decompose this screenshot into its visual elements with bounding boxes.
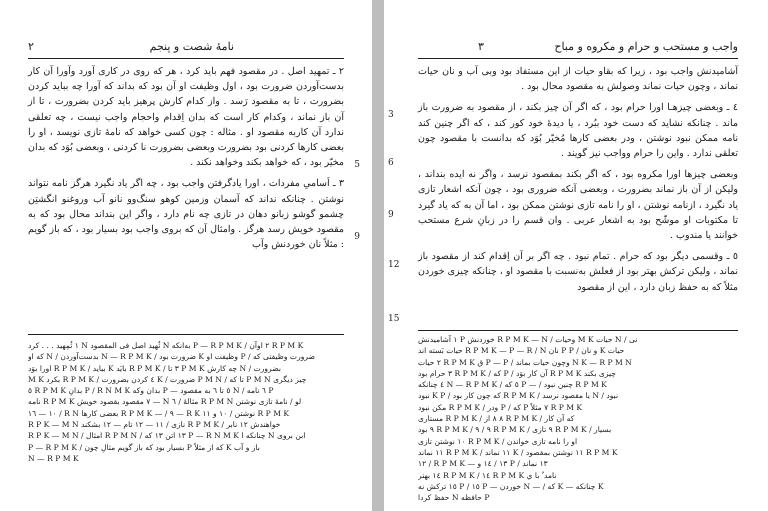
running-title: نامهٔ شصت و پنجم (149, 40, 234, 53)
line-number: 6 (388, 158, 394, 168)
right-footnotes (418, 334, 738, 503)
footnote-line: نامه R P M K ٧ مقصود بقصود خویش — N مثالهٔ / ٦ R P M N لو / نامهٔ تازی نوشتن (28, 397, 302, 407)
right-running-header (418, 40, 738, 58)
left-main-text (28, 64, 344, 258)
book-gutter (372, 0, 384, 511)
footnote-line: نبود K P / که چون کار بود R P M K / یا مقصود نرسد N / نبود (418, 391, 619, 401)
right-main-text (418, 64, 738, 301)
page-number: ۲ (28, 40, 34, 53)
footnote-line: ١٠ نوشتن تازی R P M K / او را نامه تازی خواندن (418, 436, 578, 446)
footnote-line: ١٤ بهتر R P M K / ١٤ R P M K نامد ٌ با ي (418, 470, 557, 480)
page-number: ۳ (478, 40, 484, 53)
header-rule (418, 58, 738, 59)
header-rule (28, 58, 344, 59)
line-number: 12 (388, 260, 400, 270)
running-title: واجب و مستحب و حرام و مکروه و مباح (554, 40, 738, 53)
paragraph: آشامیدنش واجب بود ، زیرا که بقاو حیات از این مستفاد بود وبی آب و نان حیات نماند ، وچون حیات نماند وصولش به مقصود محال بود . (418, 66, 738, 93)
line-number: 15 (388, 314, 400, 324)
footnote-line: که او N / بدست‌آوردن N — R P M K / ضرورت بود K وظیفت او P / ضرورت وظیفتی که (28, 352, 316, 362)
footnote-line: ١١ نماند R P M K / ١١ نماند K / ١١ نوشتن بمقصود R P M K (418, 447, 618, 457)
footnote-line: R P K — M N / امثال R P M N / ١٣ اتن ١٣ که P — R N M K چنانکه ا N ابن بروی (28, 431, 306, 441)
line-number: 9 (388, 210, 394, 220)
footnote-line: ٤ چنانکه N — R P M K / ٥ که P — / چنین نبود R P M K (418, 380, 607, 390)
right-page (384, 0, 768, 511)
paragraph: وبعضی چیزها اورا مکروه بود ، که اگر بکند بمقصود نرسد ، واگر نه ایده بنداند ، ولیکن از آن باز نماند بضرورت ، وبعضی آنکه ضروری بود ، چون آنکه اشعار تازی یاد نگیرد ، ازنامه نوشتن ، او را نامه تازی نوشتن ممکن بود ، اما آن به که یاد گیرد تا مکتوبات او موشّح بود به اشعار عربی . وان قسم را در زبانِ شرع مستحب خوانند یا مندوب . (418, 169, 738, 242)
paragraph: ٤ ـ وبعضی چیزهـا اورا حرام بود ، که اگر آن چیز بکند ، از مقصود به ضرورت باز ماند . چنانکه نشاید که دست خود ببُرد ، یا دیدهٔ خود کور کند ، که اگر چنین کند نامه ممکن نبود نوشتن ، ودر بعضی کارها مُخیّر بُوَد که بدانست با مقصود چون تعلقی ندارد . واین را حرام وواجب نیز گویند . (418, 102, 738, 160)
paragraph: ۳ ـ اَسامیِ مفردات ، اورا یادگرفتن واجب بود ، چه اگر یاد نگیرد هرگز نامه نتواند نوشتن . چنانکه نداند که آسمان وزمین کوهو سنگ‌وو نانو آب وروغنو انگشتِن چشمو گوشو زبانو دهان در تازی چه نام دارد ، واگر این بنداند محال بود که به مقصود خویش رسد هرگز . وامثال آن که بروی واجب بود بسیار بود ، که باز گویم : مثلاً نان خوردنش وآب (28, 178, 344, 251)
footnote-line: مستاری R P M K / ٨ ٨ از R P M K / که آن کار (418, 414, 575, 424)
footnote-line: مکن نبود R P M K / ودر P / که P ٧ مثلاً R P M K (418, 402, 583, 412)
footnote-line: ٢ حیات R P M K ق P — P / وچون حیات بماند N K — R P M N (418, 357, 632, 367)
footnote-line: اورا بوَد R P M K / بباید K بایَد R P M K / ٣ تا P M K چه کارش N / بضرورت (28, 363, 281, 373)
footnote-line: ٩ بود R P M K / ٩ / ٩ R P M K / ٩ تازی R P M K / بسیار (418, 425, 612, 435)
left-running-header (28, 40, 344, 58)
footnote-line: P — R P M K / بسیار بود که باز گویم مثالِ چون P که از مثلاً K باز و آب (28, 442, 260, 452)
footnote-line: حفظ کردا N حافظه P (418, 493, 490, 503)
line-number: 9 (354, 232, 360, 242)
paragraph: ٥ ـ وقسمی دیگر بود که حرام . تمام نبود . چه اگر بر آن اِقدام کند از مقصود باز نماند ، ولیکن ترکش بهتر بود از فعلش به‌نسبت با مقصود او ، چنانکه چیزی خوردن مثلاً که به حفظ زبان دارد ، این از مقصود (418, 251, 738, 293)
footnote-line: ١٢ / R P M K — ١٣ / ١٤ و P / ١٣ نماند (418, 459, 548, 469)
line-number: 3 (388, 110, 394, 120)
footnote-line: ١ ثُمِهید . . . کرد N ثُهید اصل فی المقصود N به‌انکه P — R P M K / ٢ اوآن R P M K (28, 341, 304, 350)
footnote-line: ١٥ ترکش نه P / ١٥ P — خوردن N — / که K — چنانکه K (418, 481, 604, 491)
footnote-line: ١ آشامیدنش P خوردنش R P M K — N / وحیات M K حیات N / نی (418, 335, 638, 344)
paragraph: ۲ ـ تمهید اصل . در مقصود فهم باید کرد ، هر که روی در کاری آورد وآورا آن کار بدست‌آوردن ضرورت بود ، اول وظیفت او آن بود که بداند که آورا چه بباید کردن بضرورت ، تا به مقصود رَسد . واز کدام کارش پرهیز باید کردن بضرورت ، تا از آن باز نماند ، وکدام کار است که بدان اِقدام واحجام واجب نیست ، چه تعلقی ندارد آن کاربه مقصود او . مثاله : چون کسی خواهد که نامهٔ تازی نویسد ، او را بعضی کارها کردنی بود بضرورت وبعضی بضرورت نا کردنی ، وبعضی بُوَد که بدان مخیّر بود ، که خواهد بکند وخواهد نکند . (28, 66, 344, 169)
footnote-line: ٥ R P M K بدانِ P / R N M K بدان وکه P — ٥ تا ٦ به مقصود N / ٦ نامه P (28, 386, 274, 396)
footnote-rule (28, 334, 344, 335)
left-page (0, 0, 372, 511)
footnote-line: حیات بَسته اند R P M K — P — R / N نان P P / و نان K حیات (418, 346, 625, 356)
footnote-line: ٣ حرام بود R P M K / که P / آن کار بوَد R P M K چیزی بکند (418, 368, 616, 378)
footnote-line: M K بکرد R P M K / ٤ کردن بضرورت K / ضرورت P M N / تا که P M N چیز دیگری (28, 374, 307, 384)
line-number: 5 (354, 160, 360, 170)
footnote-line: R P K — M N نازی / ١١ — ١٢ تام — ١٢ بشکند R P M K / خواهندش ١٢ نابر (28, 420, 281, 430)
footnote-rule (418, 330, 738, 331)
footnote-line: N — R P M K (28, 453, 79, 463)
left-footnotes (28, 340, 344, 464)
footnote-line: ١٠ — ١٦ / R N بعضی کارها R P M K — / ٩ — R K نوشتن / ١٠ و ١١ R P M K (28, 408, 290, 418)
